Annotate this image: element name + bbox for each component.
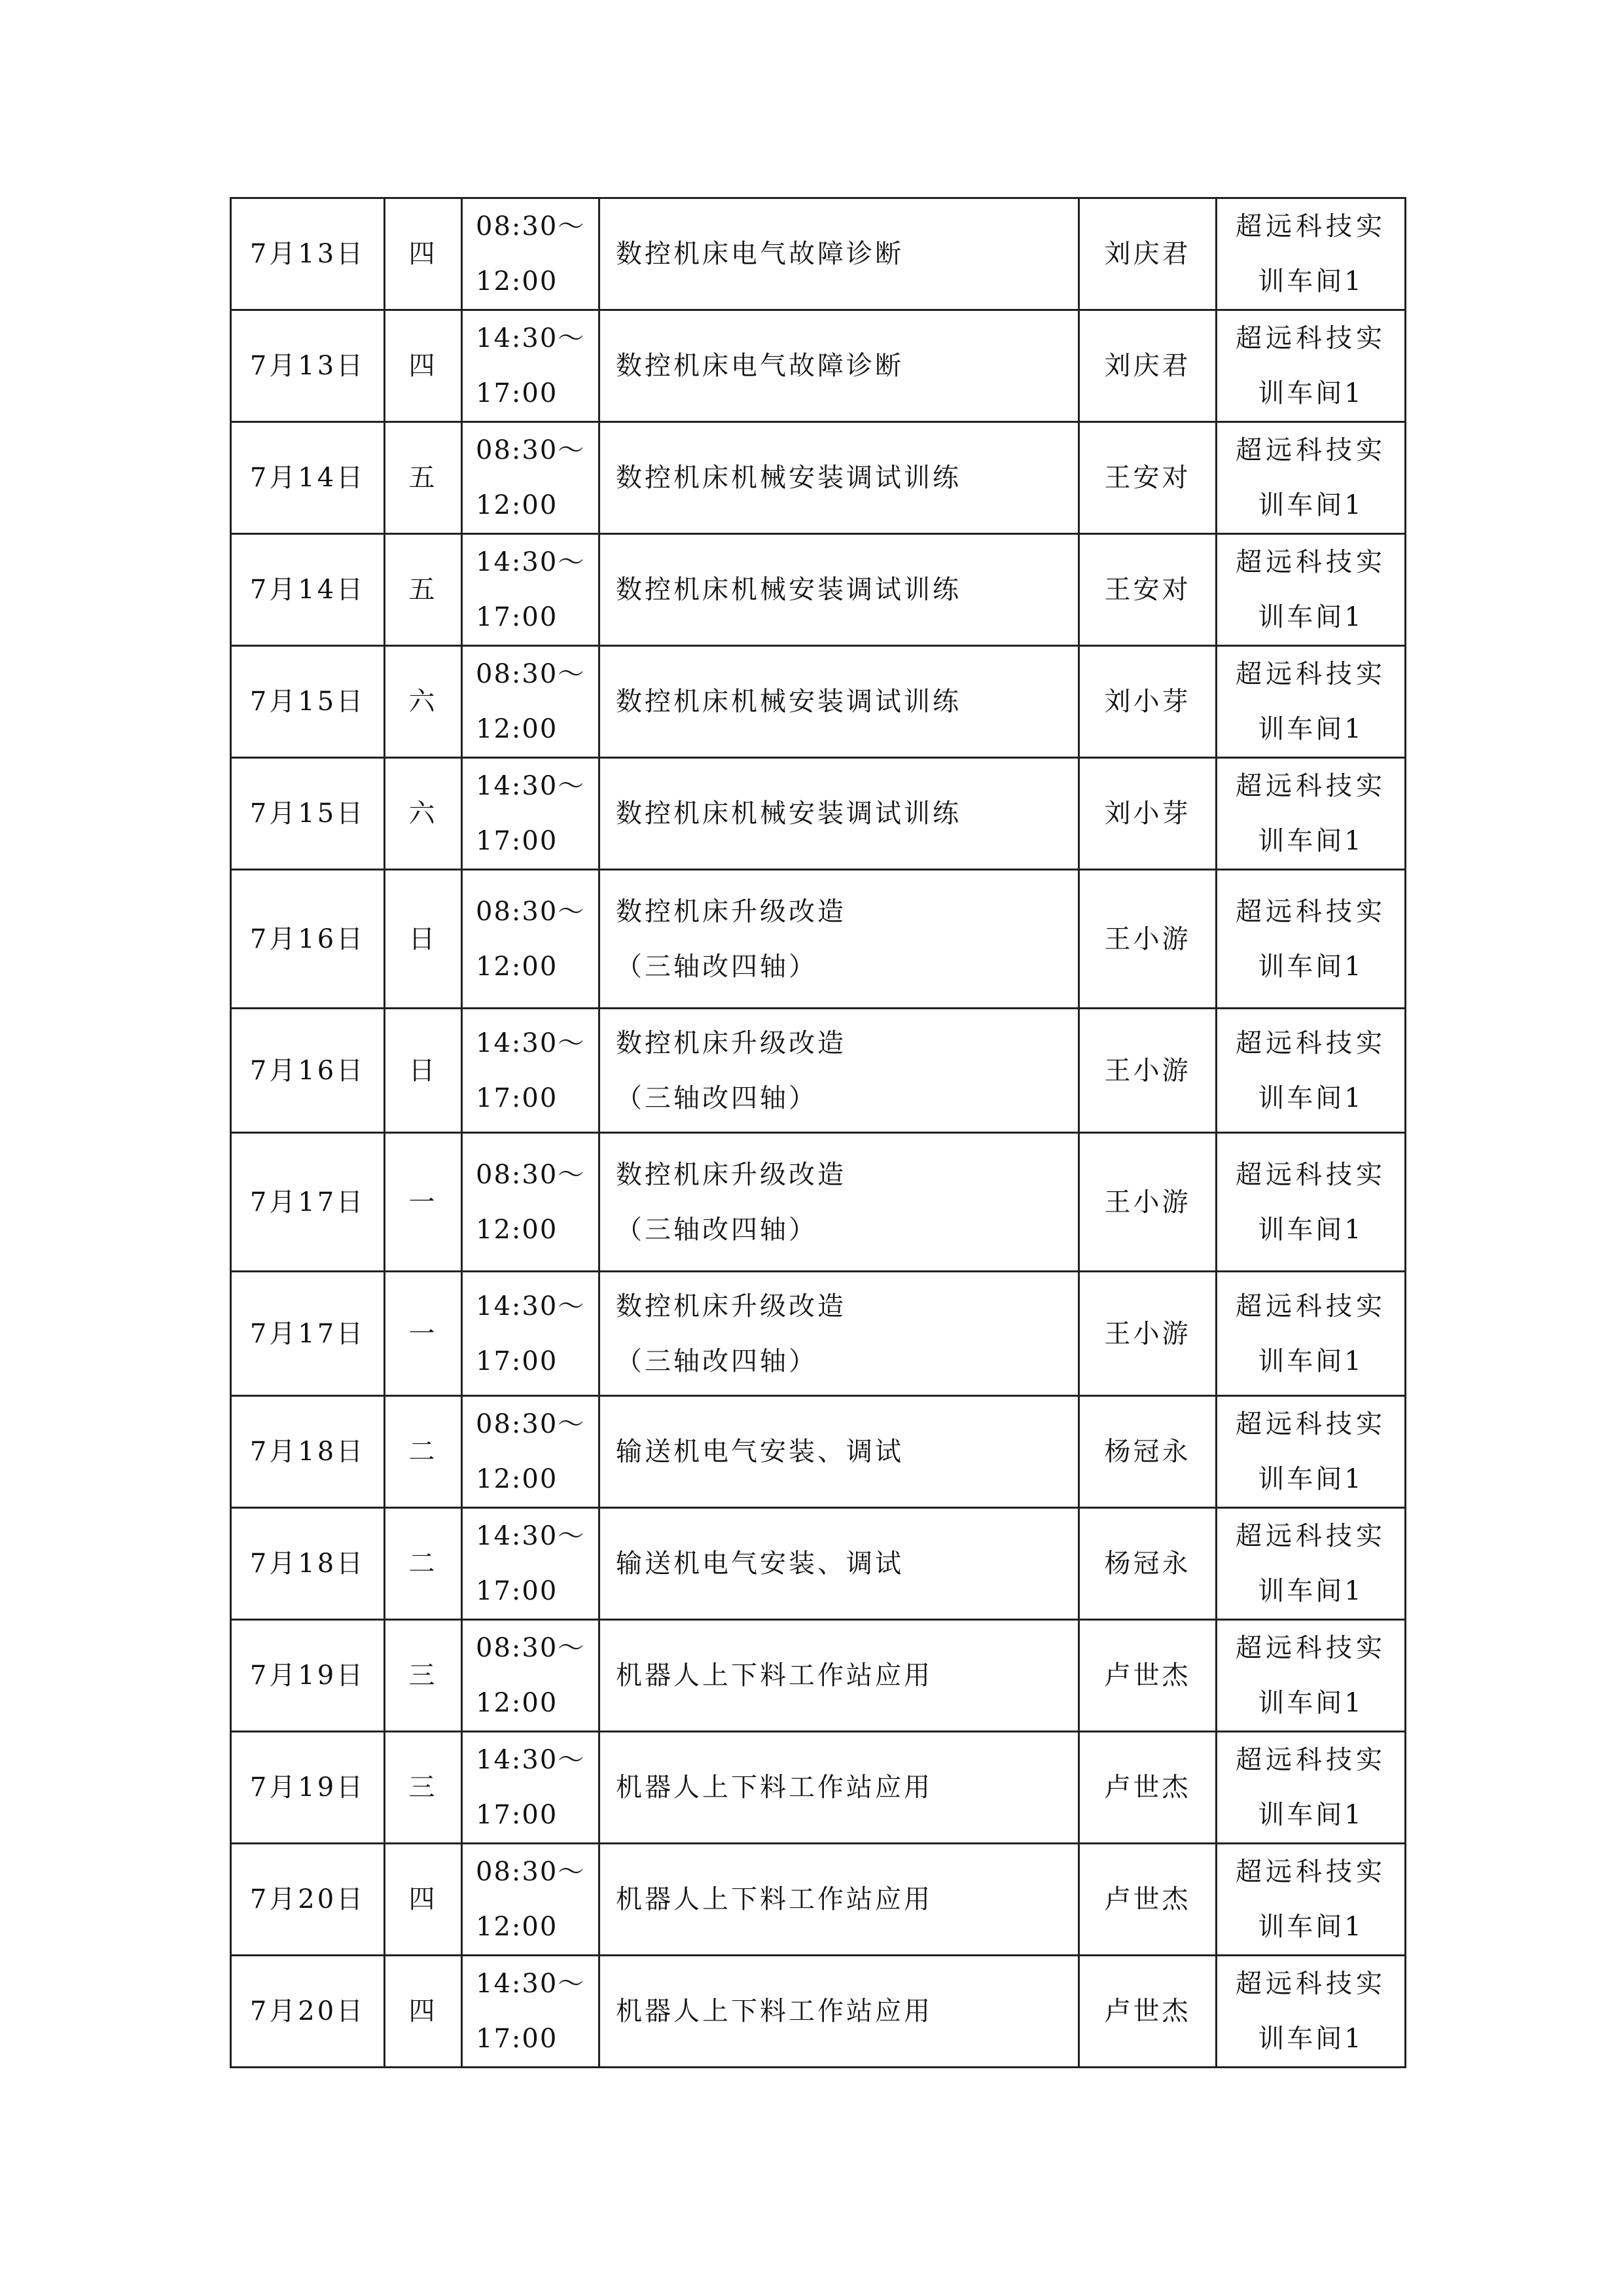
location-cell: [1217, 646, 1406, 758]
location-line: 训车间1: [1258, 378, 1364, 408]
date-cell: 7月14日: [231, 534, 385, 646]
date-cell: 7月19日: [231, 1620, 385, 1732]
location-line: 训车间1: [1258, 1346, 1364, 1376]
location-line: 训车间1: [1258, 826, 1364, 856]
course-line: 数控机床升级改造: [616, 1291, 846, 1321]
course-line: （三轴改四轴）: [616, 1214, 817, 1245]
table-row: [231, 1956, 1406, 2068]
time-cell: [462, 870, 599, 1009]
teacher-cell: 刘庆君: [1079, 198, 1217, 310]
location-cell: [1217, 1508, 1406, 1620]
table-row: [231, 534, 1406, 646]
table-row: [231, 1620, 1406, 1732]
location-line: 超远科技实: [1236, 323, 1386, 353]
teacher-cell: 刘庆君: [1079, 310, 1217, 422]
course-line: 机器人上下料工作站应用: [616, 1884, 933, 1914]
time-start: 14:30～: [476, 1291, 586, 1321]
location-line: 超远科技实: [1236, 1969, 1386, 1999]
table-row: [231, 310, 1406, 422]
location-line: 训车间1: [1258, 490, 1364, 520]
course-cell: [599, 646, 1079, 758]
location-cell: [1217, 422, 1406, 534]
date-cell: 7月17日: [231, 1272, 385, 1396]
date-cell: 7月13日: [231, 198, 385, 310]
teacher-cell: 卢世杰: [1079, 1620, 1217, 1732]
location-cell: [1217, 1732, 1406, 1844]
weekday-cell: 五: [385, 422, 462, 534]
time-start: 08:30～: [476, 1409, 586, 1439]
date-cell: 7月17日: [231, 1133, 385, 1272]
course-line: 数控机床升级改造: [616, 1159, 846, 1190]
weekday-cell: 二: [385, 1508, 462, 1620]
course-cell: [599, 1508, 1079, 1620]
teacher-cell: 王小游: [1079, 1133, 1217, 1272]
date-cell: 7月15日: [231, 758, 385, 870]
date-cell: 7月18日: [231, 1508, 385, 1620]
time-cell: [462, 1844, 599, 1956]
course-cell: [599, 758, 1079, 870]
weekday-cell: 三: [385, 1732, 462, 1844]
table-row: [231, 198, 1406, 310]
time-end: 17:00: [476, 1576, 558, 1606]
time-cell: [462, 1732, 599, 1844]
location-line: 超远科技实: [1236, 896, 1386, 927]
weekday-cell: 五: [385, 534, 462, 646]
teacher-cell: 卢世杰: [1079, 1732, 1217, 1844]
course-cell: [599, 534, 1079, 646]
location-cell: [1217, 1396, 1406, 1508]
time-cell: [462, 310, 599, 422]
location-line: 超远科技实: [1236, 1857, 1386, 1887]
location-line: 训车间1: [1258, 1800, 1364, 1830]
course-line: 数控机床机械安装调试训练: [616, 463, 961, 493]
course-line: 数控机床升级改造: [616, 1028, 846, 1058]
location-cell: [1217, 870, 1406, 1009]
location-cell: [1217, 1133, 1406, 1272]
location-line: 训车间1: [1258, 2024, 1364, 2054]
location-cell: [1217, 1620, 1406, 1732]
time-start: 08:30～: [476, 211, 586, 242]
teacher-cell: 杨冠永: [1079, 1508, 1217, 1620]
course-cell: [599, 422, 1079, 534]
location-line: 超远科技实: [1236, 771, 1386, 801]
table-row: [231, 870, 1406, 1009]
teacher-cell: 王小游: [1079, 1009, 1217, 1133]
time-end: 17:00: [476, 1346, 558, 1376]
weekday-cell: 四: [385, 1844, 462, 1956]
time-start: 14:30～: [476, 1521, 586, 1551]
weekday-cell: 日: [385, 870, 462, 1009]
time-start: 14:30～: [476, 1969, 586, 1999]
time-start: 14:30～: [476, 771, 586, 801]
time-end: 12:00: [476, 951, 558, 982]
weekday-cell: 日: [385, 1009, 462, 1133]
date-cell: 7月20日: [231, 1956, 385, 2068]
time-end: 12:00: [476, 490, 558, 520]
location-line: 超远科技实: [1236, 1409, 1386, 1439]
time-start: 08:30～: [476, 659, 586, 689]
teacher-cell: 杨冠永: [1079, 1396, 1217, 1508]
time-cell: [462, 758, 599, 870]
table-row: [231, 646, 1406, 758]
teacher-cell: 刘小芽: [1079, 758, 1217, 870]
course-line: （三轴改四轴）: [616, 1346, 817, 1376]
course-line: 数控机床电气故障诊断: [616, 351, 904, 381]
weekday-cell: 三: [385, 1620, 462, 1732]
location-line: 超远科技实: [1236, 1159, 1386, 1190]
location-line: 训车间1: [1258, 1912, 1364, 1942]
table-row: [231, 1844, 1406, 1956]
time-cell: [462, 1272, 599, 1396]
course-line: 数控机床升级改造: [616, 896, 846, 927]
weekday-cell: 六: [385, 758, 462, 870]
time-start: 14:30～: [476, 1028, 586, 1058]
table-row: [231, 1732, 1406, 1844]
location-line: 训车间1: [1258, 1688, 1364, 1718]
date-cell: 7月13日: [231, 310, 385, 422]
teacher-cell: 王小游: [1079, 870, 1217, 1009]
time-end: 12:00: [476, 1464, 558, 1494]
course-cell: [599, 198, 1079, 310]
teacher-cell: 王安对: [1079, 534, 1217, 646]
time-start: 14:30～: [476, 547, 586, 577]
time-end: 17:00: [476, 1083, 558, 1113]
date-cell: 7月19日: [231, 1732, 385, 1844]
location-line: 超远科技实: [1236, 1028, 1386, 1058]
course-line: 输送机电气安装、调试: [616, 1437, 904, 1467]
date-cell: 7月14日: [231, 422, 385, 534]
course-line: 数控机床机械安装调试训练: [616, 575, 961, 605]
location-line: 超远科技实: [1236, 211, 1386, 242]
course-line: 输送机电气安装、调试: [616, 1549, 904, 1579]
time-end: 17:00: [476, 1800, 558, 1830]
location-line: 训车间1: [1258, 714, 1364, 744]
course-cell: [599, 1396, 1079, 1508]
location-line: 超远科技实: [1236, 1291, 1386, 1321]
location-cell: [1217, 1272, 1406, 1396]
weekday-cell: 二: [385, 1396, 462, 1508]
course-cell: [599, 1844, 1079, 1956]
course-line: 机器人上下料工作站应用: [616, 1660, 933, 1691]
course-line: （三轴改四轴）: [616, 951, 817, 982]
course-cell: [599, 1009, 1079, 1133]
course-cell: [599, 1620, 1079, 1732]
location-line: 超远科技实: [1236, 1745, 1386, 1775]
location-cell: [1217, 1009, 1406, 1133]
location-cell: [1217, 1844, 1406, 1956]
weekday-cell: 四: [385, 1956, 462, 2068]
location-line: 训车间1: [1258, 951, 1364, 982]
time-start: 08:30～: [476, 435, 586, 465]
teacher-cell: 卢世杰: [1079, 1844, 1217, 1956]
location-line: 超远科技实: [1236, 1633, 1386, 1663]
course-cell: [599, 310, 1079, 422]
course-line: 机器人上下料工作站应用: [616, 1772, 933, 1803]
teacher-cell: 刘小芽: [1079, 646, 1217, 758]
date-cell: 7月15日: [231, 646, 385, 758]
schedule-table: [230, 197, 1406, 2068]
date-cell: 7月18日: [231, 1396, 385, 1508]
course-cell: [599, 1732, 1079, 1844]
table-row: [231, 1508, 1406, 1620]
course-cell: [599, 870, 1079, 1009]
date-cell: 7月20日: [231, 1844, 385, 1956]
location-line: 训车间1: [1258, 602, 1364, 632]
course-line: （三轴改四轴）: [616, 1083, 817, 1113]
course-line: 数控机床机械安装调试训练: [616, 798, 961, 829]
teacher-cell: 王小游: [1079, 1272, 1217, 1396]
time-cell: [462, 422, 599, 534]
location-cell: [1217, 1956, 1406, 2068]
time-start: 14:30～: [476, 1745, 586, 1775]
time-start: 08:30～: [476, 1633, 586, 1663]
table-row: [231, 1133, 1406, 1272]
time-cell: [462, 1133, 599, 1272]
schedule-body: [231, 198, 1406, 2068]
time-cell: [462, 646, 599, 758]
weekday-cell: 一: [385, 1133, 462, 1272]
course-line: 数控机床机械安装调试训练: [616, 687, 961, 717]
location-cell: [1217, 310, 1406, 422]
time-end: 12:00: [476, 1688, 558, 1718]
course-cell: [599, 1133, 1079, 1272]
time-end: 17:00: [476, 2024, 558, 2054]
time-cell: [462, 1620, 599, 1732]
teacher-cell: 王安对: [1079, 422, 1217, 534]
time-end: 17:00: [476, 602, 558, 632]
time-end: 12:00: [476, 714, 558, 744]
time-cell: [462, 1396, 599, 1508]
date-cell: 7月16日: [231, 870, 385, 1009]
time-cell: [462, 1508, 599, 1620]
time-cell: [462, 1956, 599, 2068]
location-line: 超远科技实: [1236, 435, 1386, 465]
time-start: 08:30～: [476, 1857, 586, 1887]
time-end: 12:00: [476, 1912, 558, 1942]
location-line: 训车间1: [1258, 1214, 1364, 1245]
time-start: 14:30～: [476, 323, 586, 353]
weekday-cell: 四: [385, 198, 462, 310]
location-line: 超远科技实: [1236, 659, 1386, 689]
location-line: 训车间1: [1258, 1464, 1364, 1494]
date-cell: 7月16日: [231, 1009, 385, 1133]
course-line: 机器人上下料工作站应用: [616, 1996, 933, 2026]
location-line: 训车间1: [1258, 1576, 1364, 1606]
teacher-cell: 卢世杰: [1079, 1956, 1217, 2068]
location-line: 超远科技实: [1236, 1521, 1386, 1551]
time-start: 08:30～: [476, 1159, 586, 1190]
time-end: 12:00: [476, 1214, 558, 1245]
table-row: [231, 422, 1406, 534]
course-cell: [599, 1272, 1079, 1396]
location-cell: [1217, 758, 1406, 870]
table-row: [231, 758, 1406, 870]
time-end: 17:00: [476, 826, 558, 856]
time-end: 17:00: [476, 378, 558, 408]
weekday-cell: 一: [385, 1272, 462, 1396]
table-row: [231, 1272, 1406, 1396]
course-cell: [599, 1956, 1079, 2068]
course-line: 数控机床电气故障诊断: [616, 239, 904, 269]
location-cell: [1217, 534, 1406, 646]
location-line: 超远科技实: [1236, 547, 1386, 577]
time-start: 08:30～: [476, 896, 586, 927]
location-line: 训车间1: [1258, 266, 1364, 296]
table-row: [231, 1396, 1406, 1508]
table-row: [231, 1009, 1406, 1133]
time-cell: [462, 534, 599, 646]
weekday-cell: 四: [385, 310, 462, 422]
location-cell: [1217, 198, 1406, 310]
location-line: 训车间1: [1258, 1083, 1364, 1113]
time-end: 12:00: [476, 266, 558, 296]
weekday-cell: 六: [385, 646, 462, 758]
time-cell: [462, 198, 599, 310]
time-cell: [462, 1009, 599, 1133]
